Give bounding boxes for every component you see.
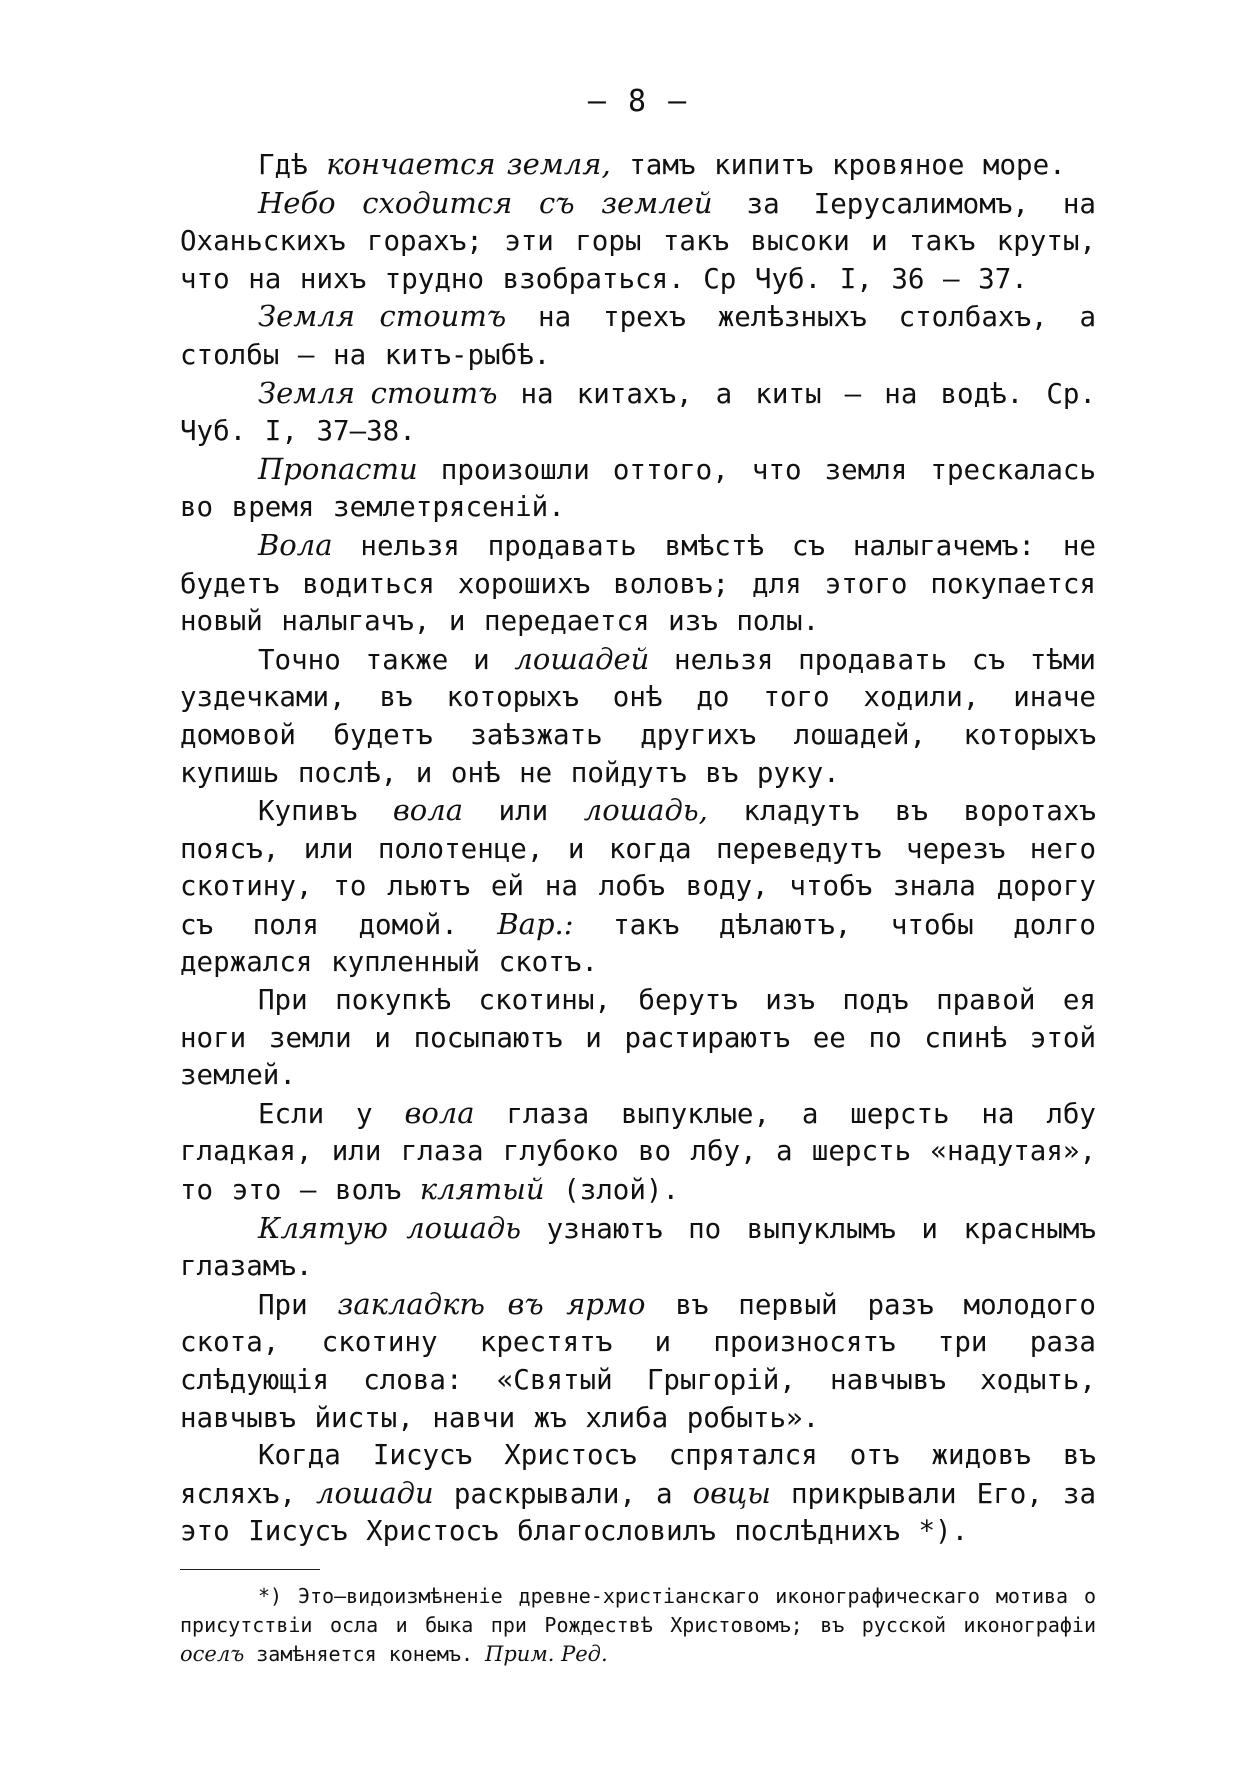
text-run: за Iерусалимомъ, на Оханьскихъ горахъ; эти горы такъ высоки и такъ круты, что на нихъ трудно взобраться. Ср Чуб. I, 36 — 37. xyxy=(180,187,1096,295)
paragraph xyxy=(180,792,1096,982)
italic-term: Земля стоитъ xyxy=(258,375,498,410)
text-run: прикрывали Его, за это Iисусъ Христосъ благословилъ послѣднихъ *). xyxy=(180,1477,1096,1548)
text-run: При покупкѣ скотины, берутъ изъ подъ правой ея ноги земли и посыпаютъ и растираютъ ее по спинѣ этой землей. xyxy=(180,984,1096,1092)
italic-term: Небо сходится съ землей xyxy=(258,185,713,220)
italic-term: клятый xyxy=(419,1172,545,1207)
italic-term: закладкѣ въ ярмо xyxy=(337,1286,646,1321)
italic-term: овцы xyxy=(692,1475,771,1510)
paragraph xyxy=(180,527,1096,641)
paragraph xyxy=(180,146,1096,185)
text-run: Точно также и xyxy=(258,643,515,676)
italic-term: Пропасти xyxy=(258,451,418,486)
paragraph xyxy=(180,1437,1096,1551)
body-text xyxy=(180,146,1096,1551)
text-run: узнаютъ по выпуклымъ и краснымъ глазамъ. xyxy=(180,1212,1096,1283)
text-run: Если у xyxy=(258,1097,405,1130)
paragraph xyxy=(180,451,1096,527)
italic-term: Вола xyxy=(258,527,333,562)
text-run: замѣняется конемъ. xyxy=(244,1641,486,1666)
text-run: на китахъ, а киты — на водѣ. Ср. Чуб. I, 37—38. xyxy=(180,377,1096,448)
italic-term: вола xyxy=(404,1095,475,1130)
paragraph xyxy=(180,641,1096,792)
text-run: такъ дѣлаютъ, чтобы долго держался купленный скотъ. xyxy=(180,908,1096,979)
footnote-divider xyxy=(180,1569,320,1570)
text-run: нельзя продавать съ тѣми уздечками, въ которыхъ онѣ до того ходили, иначе домовой будетъ заѣзжать другихъ лошадей, которыхъ купишь послѣ, и онѣ не пойдутъ въ руку. xyxy=(180,643,1096,789)
paragraph xyxy=(180,1286,1096,1437)
italic-term: лошади xyxy=(315,1475,434,1510)
paragraph xyxy=(180,1210,1096,1286)
italic-term: оселъ xyxy=(180,1641,245,1666)
italic-term: лошадей xyxy=(514,641,650,676)
paragraph xyxy=(180,298,1096,374)
paragraph xyxy=(180,982,1096,1095)
italic-term: Прим. Ред. xyxy=(485,1641,608,1666)
italic-term: Земля стоитъ xyxy=(258,299,507,334)
text-run: Гдѣ xyxy=(258,149,327,181)
footnote xyxy=(180,1582,1096,1669)
document-page xyxy=(180,82,1096,1669)
text-run: тамъ кипитъ кровяное море. xyxy=(610,149,1066,181)
text-run: *) Это—видоизмѣненіе древне-христіанскаго иконографическаго мотива о присутствіи осла и быка при Рождествѣ Христовомъ; въ русской иконографіи xyxy=(180,1583,1096,1637)
text-run: раскрывали, а xyxy=(433,1477,693,1510)
text-run: нельзя продавать вмѣстѣ съ налыгачемъ: не будетъ водиться хорошихъ воловъ; для этого покупается новый налыгачъ, и передается изъ полы. xyxy=(180,529,1096,638)
italic-term: вола xyxy=(392,793,463,828)
paragraph xyxy=(180,375,1096,451)
paragraph xyxy=(180,1095,1096,1210)
text-run: на трехъ желѣзныхъ столбахъ, а столбы — на китъ-рыбѣ. xyxy=(180,301,1096,371)
italic-term: лошадь, xyxy=(583,793,708,828)
text-run: произошли оттого, что земля трескалась во время землетрясеній. xyxy=(180,453,1096,524)
text-run: кладутъ въ воротахъ поясъ, или полотенце, и когда переведутъ черезъ него скотину, то льютъ ей на лобъ воду, чтобъ знала дорогу съ поля домой. xyxy=(180,795,1096,941)
paragraph xyxy=(180,185,1096,299)
italic-term: Вар.: xyxy=(497,906,574,941)
text-run: Когда Iисусъ Христосъ спрятался отъ жидовъ въ ясляхъ, xyxy=(180,1439,1096,1510)
page-number: — 8 — xyxy=(587,84,689,119)
italic-term: Клятую лошадь xyxy=(258,1210,522,1245)
text-run: (злой). xyxy=(544,1174,680,1207)
italic-term: кончается земля, xyxy=(326,147,611,181)
text-run: глаза выпуклые, а шерсть на лбу гладкая, или глаза глубоко во лбу, а шерсть «надутая», то это — волъ xyxy=(180,1097,1096,1207)
text-run: или xyxy=(463,795,584,828)
text-run: Купивъ xyxy=(258,795,393,828)
text-run: въ первый разъ молодого скота, скотину крестятъ и произносятъ три раза слѣдующія слова: «Святый Грыгорій, навчывъ ходыть, навчывъ йисты, навчи жъ хлиба робыть». xyxy=(180,1288,1096,1434)
text-run: При xyxy=(258,1288,338,1321)
